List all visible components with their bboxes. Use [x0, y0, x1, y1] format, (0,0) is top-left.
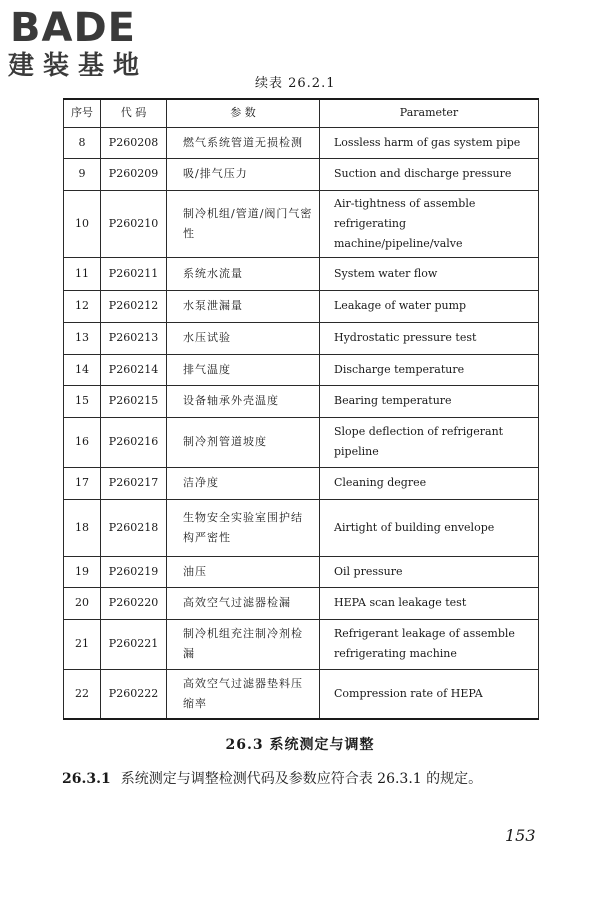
row-parameter-en: Lossless harm of gas system pipe [320, 127, 539, 158]
row-code: P260211 [101, 257, 167, 290]
row-parameter-zh: 制冷机组充注制冷剂检漏 [167, 619, 320, 669]
row-code: P260210 [101, 190, 167, 257]
bade-logo [4, 6, 179, 90]
row-parameter-zh: 油压 [167, 556, 320, 587]
row-parameter-zh: 系统水流量 [167, 257, 320, 290]
row-parameter-zh: 洁净度 [167, 467, 320, 499]
table-row [64, 556, 539, 587]
row-parameter-en: Suction and discharge pressure [320, 158, 539, 190]
row-parameter-zh: 燃气系统管道无损检测 [167, 127, 320, 158]
table-row [64, 619, 539, 669]
row-parameter-zh: 高效空气过滤器垫料压缩率 [167, 669, 320, 719]
row-parameter-zh: 水泵泄漏量 [167, 290, 320, 322]
row-parameter-en: Leakage of water pump [320, 290, 539, 322]
row-serial: 11 [64, 257, 101, 290]
row-parameter-zh: 设备轴承外壳温度 [167, 385, 320, 417]
header-parameter-en: Parameter [320, 99, 539, 127]
row-serial: 9 [64, 158, 101, 190]
row-code: P260218 [101, 499, 167, 556]
clause-number: 26.3.1 [62, 771, 111, 787]
row-parameter-en: Bearing temperature [320, 385, 539, 417]
row-parameter-en: Hydrostatic pressure test [320, 322, 539, 354]
header-serial: 序号 [64, 99, 101, 127]
row-serial: 20 [64, 587, 101, 619]
row-serial: 14 [64, 354, 101, 385]
row-code: P260222 [101, 669, 167, 719]
clause-paragraph [62, 766, 542, 792]
row-serial: 19 [64, 556, 101, 587]
row-serial: 16 [64, 417, 101, 467]
row-parameter-en: Discharge temperature [320, 354, 539, 385]
table-row [64, 385, 539, 417]
row-parameter-en: System water flow [320, 257, 539, 290]
table-row [64, 127, 539, 158]
row-serial: 12 [64, 290, 101, 322]
row-serial: 13 [64, 322, 101, 354]
header-parameter-zh: 参 数 [167, 99, 320, 127]
clause-text: 系统测定与调整检测代码及参数应符合表 26.3.1 的规定。 [120, 771, 483, 787]
table-caption: 续表 26.2.1 [255, 76, 336, 91]
row-parameter-en: Air-tightness of assemble refrigerating machine/pipeline/valve [320, 190, 539, 257]
page-number: 153 [505, 826, 536, 845]
row-code: P260215 [101, 385, 167, 417]
table-row [64, 669, 539, 719]
table-row [64, 190, 539, 257]
table-row [64, 417, 539, 467]
table-row [64, 290, 539, 322]
table-row [64, 257, 539, 290]
row-serial: 8 [64, 127, 101, 158]
row-code: P260213 [101, 322, 167, 354]
table-header-row [64, 99, 539, 127]
row-parameter-zh: 高效空气过滤器检漏 [167, 587, 320, 619]
row-parameter-zh: 生物安全实验室围护结构严密性 [167, 499, 320, 556]
table-row [64, 322, 539, 354]
row-serial: 21 [64, 619, 101, 669]
row-parameter-zh: 水压试验 [167, 322, 320, 354]
row-parameter-zh: 排气温度 [167, 354, 320, 385]
row-serial: 22 [64, 669, 101, 719]
table-row [64, 499, 539, 556]
row-code: P260220 [101, 587, 167, 619]
row-parameter-zh: 吸/排气压力 [167, 158, 320, 190]
logo-subtitle: 建装基地 [8, 51, 149, 81]
table-row [64, 158, 539, 190]
row-serial: 18 [64, 499, 101, 556]
row-code: P260214 [101, 354, 167, 385]
row-code: P260221 [101, 619, 167, 669]
row-serial: 10 [64, 190, 101, 257]
row-parameter-en: Refrigerant leakage of assemble refrigerating machine [320, 619, 539, 669]
row-code: P260212 [101, 290, 167, 322]
table-body [64, 127, 539, 719]
parameter-table [63, 98, 539, 720]
row-serial: 17 [64, 467, 101, 499]
row-code: P260208 [101, 127, 167, 158]
header-code: 代 码 [101, 99, 167, 127]
row-code: P260217 [101, 467, 167, 499]
row-code: P260209 [101, 158, 167, 190]
row-parameter-en: Slope deflection of refrigerant pipeline [320, 417, 539, 467]
table-row [64, 354, 539, 385]
row-parameter-en: Oil pressure [320, 556, 539, 587]
row-serial: 15 [64, 385, 101, 417]
row-parameter-en: Cleaning degree [320, 467, 539, 499]
section-heading: 26.3 系统测定与调整 [225, 737, 375, 753]
row-parameter-zh: 制冷机组/管道/阀门气密性 [167, 190, 320, 257]
row-parameter-en: Compression rate of HEPA [320, 669, 539, 719]
row-parameter-zh: 制冷剂管道坡度 [167, 417, 320, 467]
table-row [64, 467, 539, 499]
logo-brand: BADE [10, 5, 136, 51]
row-parameter-en: HEPA scan leakage test [320, 587, 539, 619]
row-parameter-en: Airtight of building envelope [320, 499, 539, 556]
row-code: P260216 [101, 417, 167, 467]
row-code: P260219 [101, 556, 167, 587]
table-row [64, 587, 539, 619]
